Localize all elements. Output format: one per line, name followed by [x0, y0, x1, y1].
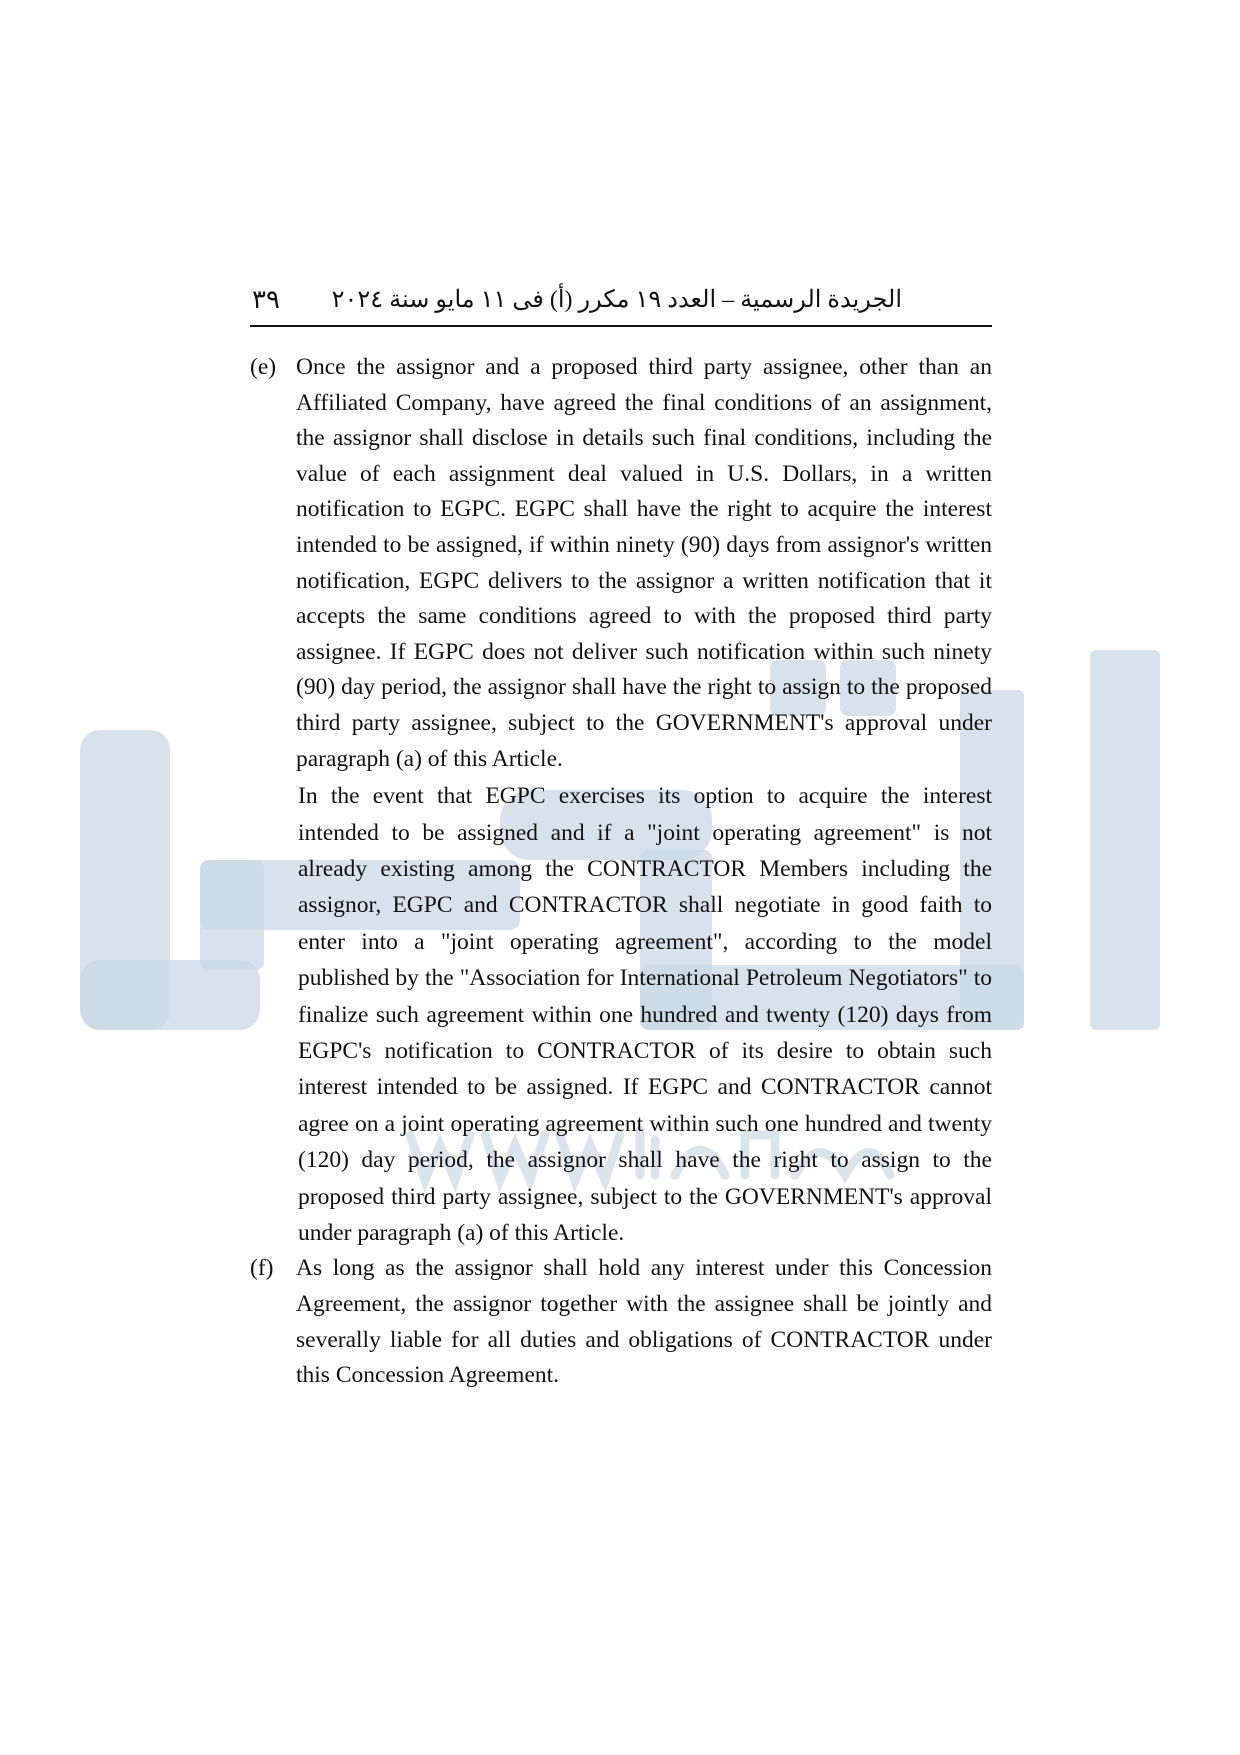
- clause-paragraph: In the event that EGPC exercises its option to acquire the interest intended to be assigned and if a "joint operating agreement" is not already existing among the CONTRACTOR Members including the assignor, EGPC and CONTRACTOR shall negotiate in good faith to enter into a "joint operating agreement", according to the model published by the "Association for International Petroleum Negotiators" to finalize such agreement within one hundred and twenty (120) days from EGPC's notification to CONTRACTOR of its desire to obtain such interest intended to be assigned. If EGPC and CONTRACTOR cannot agree on a joint operating agreement within such one hundred and twenty (120) day period, the assignor shall have the right to assign to the proposed third party assignee, subject to the GOVERNMENT's approval under paragraph (a) of this Article.: [298, 783, 992, 1246]
- clause-f: [250, 1251, 992, 1393]
- clause-label: (e): [250, 354, 277, 380]
- clause-paragraph: As long as the assignor shall hold any interest under this Concession Agreement, the assignor together with the assignee shall be jointly and severally liable for all duties and obligations of CONTRACTOR under this Concession Agreement.: [296, 1255, 992, 1389]
- gazette-title: الجريدة الرسمية – العدد ١٩ مكرر (أ) فى ١١ مايو سنة ٢٠٢٤: [331, 287, 902, 313]
- clause-e: [250, 350, 992, 1251]
- clause-label: (f): [250, 1255, 274, 1282]
- page-number: ٣٩: [252, 285, 280, 314]
- clause-paragraph: Once the assignor and a proposed third party assignee, other than an Affiliated Company, have agreed the final conditions of an assignment, the assignor shall disclose in details such final conditions, including the value of each assignment deal valued in U.S. Dollars, in a written notification to EGPC. EGPC shall have the right to acquire the interest intended to be assigned, if within ninety (90) days from assignor's written notification, EGPC delivers to the assignor a written notification that it accepts the same conditions agreed to with the proposed third party assignee. If EGPC does not deliver such notification within such ninety (90) day period, the assignor shall have the right to assign to the proposed third party assignee, subject to the GOVERNMENT's approval under paragraph (a) of this Article.: [296, 354, 992, 772]
- document-body: [250, 350, 992, 1394]
- page-header: [250, 283, 992, 327]
